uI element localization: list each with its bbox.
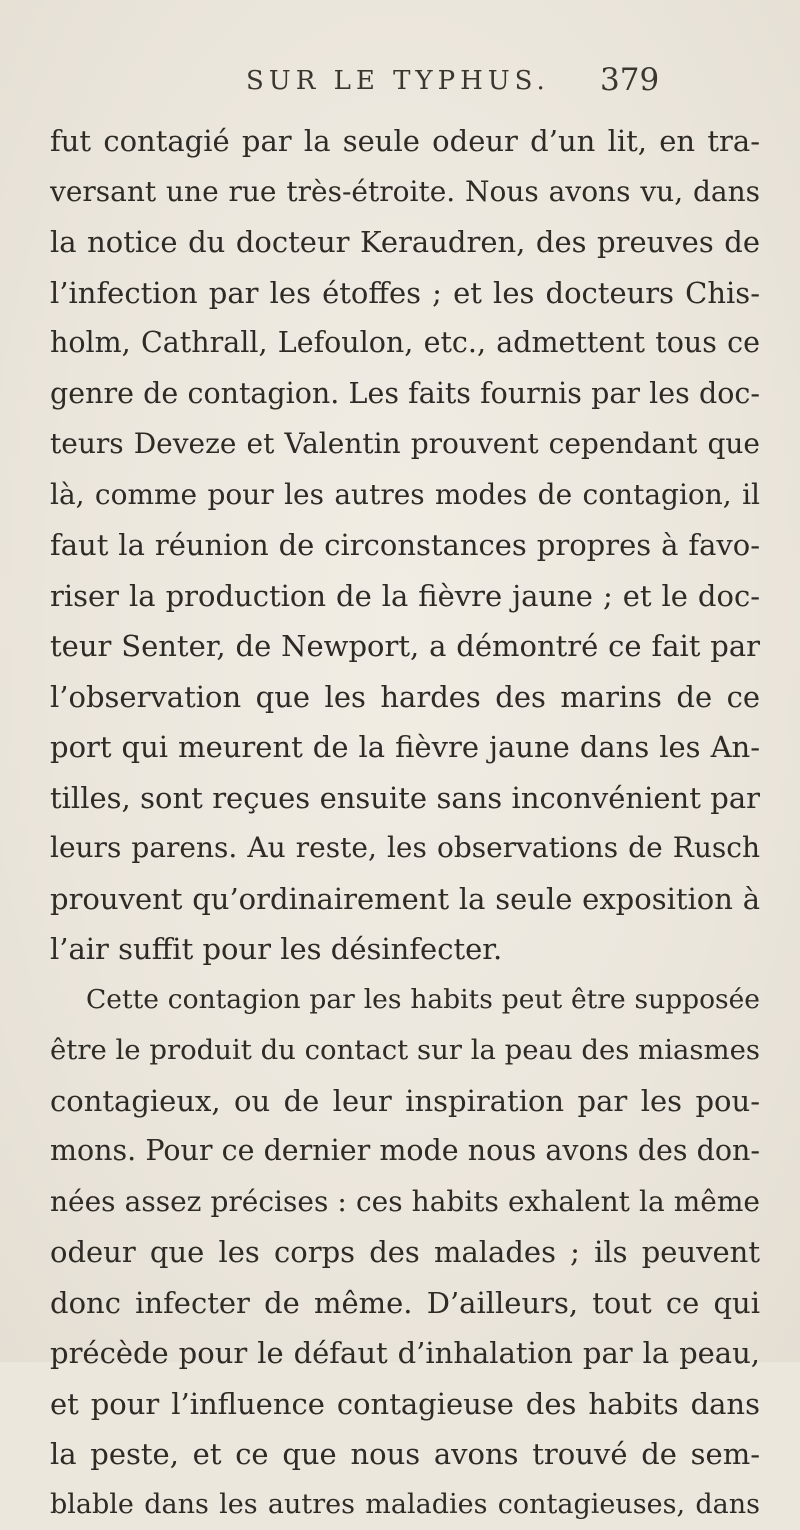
running-head [0,64,800,104]
text-line: l’infection par les étoffes ; et les docteurs Chis- [50,268,760,319]
text-line: faut la réunion de circonstances propres à favo- [50,520,760,571]
text-line: blable dans les autres maladies contagieuses, dans [50,1480,760,1530]
text-line: précède pour le défaut d’inhalation par la peau, [50,1328,760,1379]
text-line: la notice du docteur Keraudren, des preuves de [50,217,760,268]
text-line: mons. Pour ce dernier mode nous avons des don- [50,1126,760,1177]
text-line: odeur que les corps des malades ; ils peuvent [50,1227,760,1278]
text-line: fut contagié par la seule odeur d’un lit, en tra- [50,116,760,167]
paragraph-end-line: l’air suffit pour les désinfecter. [50,924,760,975]
text-line: prouvent qu’ordinairement la seule exposition à [50,874,760,925]
text-line: donc infecter de même. D’ailleurs, tout ce qui [50,1278,760,1329]
body-text [50,116,760,1530]
text-line: teurs Deveze et Valentin prouvent cependant que [50,419,760,470]
text-line: genre de contagion. Les faits fournis par les doc- [50,369,760,420]
text-line: contagieux, ou de leur inspiration par les pou- [50,1076,760,1127]
text-line: tilles, sont reçues ensuite sans inconvénient par [50,773,760,824]
text-line: leurs parens. Au reste, les observations de Rusch [50,823,760,874]
text-line: versant une rue très-étroite. Nous avons vu, dans [50,167,760,218]
text-line: nées assez précises : ces habits exhalent la même [50,1177,760,1228]
text-line: port qui meurent de la fièvre jaune dans les An- [50,722,760,773]
page-number: 379 [600,62,659,98]
text-line: et pour l’influence contagieuse des habits dans [50,1379,760,1430]
text-line: la peste, et ce que nous avons trouvé de sem- [50,1429,760,1480]
paragraph-start-line: Cette contagion par les habits peut être supposée [50,975,760,1026]
running-title: SUR LE TYPHUS. [246,66,550,96]
text-line: être le produit du contact sur la peau des miasmes [50,1025,760,1076]
text-line: teur Senter, de Newport, a démontré ce fait par [50,621,760,672]
text-line: riser la production de la fièvre jaune ; et le doc- [50,571,760,622]
text-line: là, comme pour les autres modes de contagion, il [50,470,760,521]
text-line: holm, Cathrall, Lefoulon, etc., admettent tous ce [50,318,760,369]
text-line: l’observation que les hardes des marins de ce [50,672,760,723]
